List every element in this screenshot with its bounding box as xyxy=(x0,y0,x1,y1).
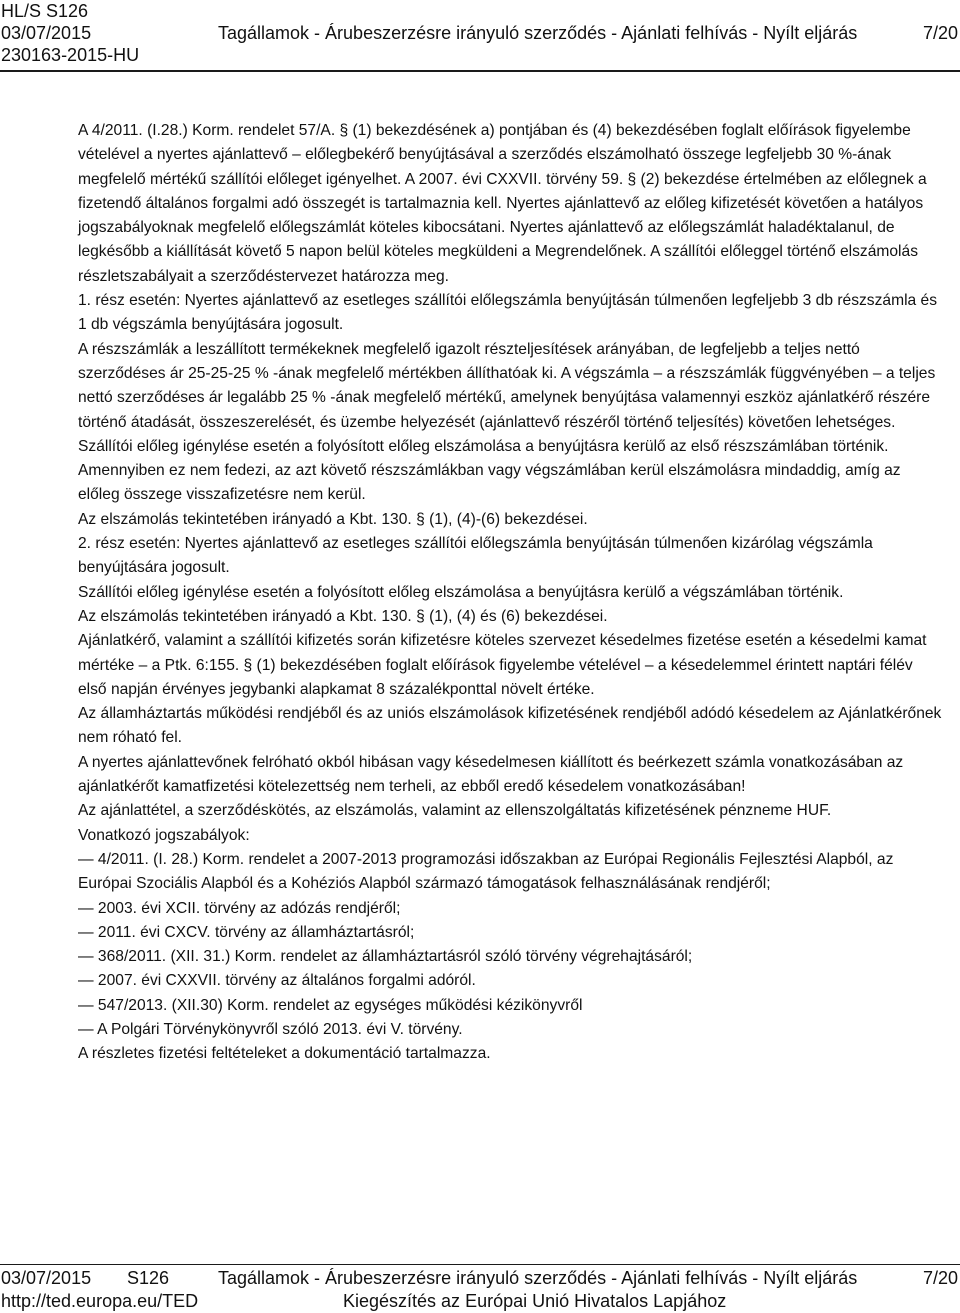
footer-page-number: 7/20 xyxy=(922,1268,958,1288)
header-page-number: 7/20 xyxy=(922,23,958,43)
page-footer xyxy=(0,1264,960,1311)
paragraph-currency: Az ajánlattétel, a szerződéskötés, az elszámolás, valamint az ellenszolgáltatás kifizetésének pénzneme HUF. xyxy=(78,802,832,820)
header-left-block xyxy=(1,0,139,66)
paragraph-late-interest: Ajánlatkérő, valamint a szállítói kifizetés során kifizetésre köteles szervezet késedelmes fizetése esetén a késedelmi kamat mértéke – a Ptk. 6:155. § (1) bekezdésében foglalt előírások figyelembe vételével – a késedelemmel érintett naptári félév első napján érvényes jegybanki alapkamat 8 százalékponttal növelt értéke. xyxy=(78,632,927,698)
paragraph-state-delay: Az államháztartás működési rendjéből és az uniós elszámolások kifizetésének rendjéből adódó késedelem az Ajánlatkérőnek nem róható fel. xyxy=(78,705,942,747)
paragraph-lot2-settlement-rule: Az elszámolás tekintetében irányadó a Kbt. 130. § (1), (4) és (6) bekezdései. xyxy=(78,607,608,625)
header-doc-code: HL/S S126 xyxy=(1,1,89,21)
paragraph-lot1-invoicing: 1. rész esetén: Nyertes ajánlattevő az esetleges szállítói előlegszámla benyújtásán túlmenően legfeljebb 3 db részszámla és 1 db végszámla benyújtására jogosult. xyxy=(78,292,938,334)
legislation-item: — 368/2011. (XII. 31.) Korm. rendelet az államháztartásról szóló törvény végrehajtásáról; xyxy=(78,948,693,966)
paragraph-closing: A részletes fizetési feltételeket a dokumentáció tartalmazza. xyxy=(78,1045,491,1063)
legislation-item: — 2003. évi XCII. törvény az adózás rendjéről; xyxy=(78,899,401,917)
legislation-heading: Vonatkozó jogszabályok: xyxy=(78,826,250,844)
paragraph-advance-payment: A 4/2011. (I.28.) Korm. rendelet 57/A. § (1) bekezdésének a) pontjában és (4) bekezdésében foglalt előírások figyelembe vételével a nyertes ajánlattevő – előlegbekérő benyújtásával a szerződés elszámolható összege legfeljebb 30 %-ának megfelelő mértékű szállítói előleget igényelhet. A 2007. évi CXXVII. törvény 59. § (2) bekezdése értelmében az előlegnek a fizetendő általános forgalmi adó összegét is tartalmaznia kell. Nyertes ajánlattevő az előleg kifizetését követően a hatályos jogszabályoknak megfelelő előlegszámlát köteles kibocsátani. Nyertes ajánlattevő az előlegszámlát haladéktalanul, de legkésőbb a kiállítását követő 5 napon belül köteles megküldeni a Megrendelőnek. A szállítói előleggel történő elszámolás részletszabályait a szerződéstervezet határozza meg. xyxy=(78,122,927,285)
legislation-item: — 547/2013. (XII.30) Korm. rendelet az egységes működési kézikönyvről xyxy=(78,996,583,1014)
footer-divider xyxy=(0,1264,960,1265)
paragraph-lot2-invoicing: 2. rész esetén: Nyertes ajánlattevő az esetleges szállítói előlegszámla benyújtásán túlmenően kizárólag végszámla benyújtására jogosult. xyxy=(78,535,873,577)
footer-url: http://ted.europa.eu/TED xyxy=(1,1291,199,1311)
footer-series: S126 xyxy=(127,1268,170,1288)
paragraph-lot2-advance: Szállítói előleg igénylése esetén a folyósított előleg elszámolása a benyújtásra kerülő a végszámlában történik. xyxy=(78,583,844,601)
document-body xyxy=(78,119,944,1067)
legislation-item: — 2007. évi CXXVII. törvény az általános forgalmi adóról. xyxy=(78,972,476,990)
footer-title: Tagállamok - Árubeszerzésre irányuló szerződés - Ajánlati felhívás - Nyílt eljárás xyxy=(218,1268,858,1288)
legislation-item: — A Polgári Törvénykönyvről szóló 2013. évi V. törvény. xyxy=(78,1020,463,1038)
paragraph-partial-invoices: A részszámlák a leszállított termékeknek megfelelő igazolt részteljesítések arányában, de legfeljebb a teljes nettó szerződéses ár 25-25-25 % -ának megfelelő mértékben állíthatóak ki. A végszámla – a részszámlák függvényében – a teljes nettó szerződéses ár legalább 25 % -ának megfelelő mértékű, amelynek benyújtása valamennyi eszköz ajánlatkérő részére történő átadását, összeszerelését, és üzembe helyezését (ajánlattevő részéről történő teljesítés) követően lehetséges. Szállítói előleg igénylése esetén a folyósított előleg elszámolása a benyújtásra kerülő az első részszámlában történik. Amennyiben ez nem fedezi, az azt követő részszámlákban vagy végszámlában kerül elszámolásra mindaddig, amíg az előleg összege visszafizetésre nem kerül. xyxy=(78,340,936,504)
footer-date: 03/07/2015 xyxy=(1,1268,92,1288)
paragraph-lot1-settlement-rule: Az elszámolás tekintetében irányadó a Kbt. 130. § (1), (4)-(6) bekezdései. xyxy=(78,510,588,528)
legislation-item: — 2011. évi CXCV. törvény az államháztartásról; xyxy=(78,923,415,941)
header-date: 03/07/2015 xyxy=(1,23,92,43)
paragraph-faulty-invoice: A nyertes ajánlattevőnek felróható okból hibásan vagy késedelmesen kiállított és beérkezett számla vonatkozásában az ajánlatkérőt kamatfizetési kötelezettség nem terheli, az ebből eredő késedelem vonatkozásában! xyxy=(78,753,904,796)
page-header xyxy=(0,0,960,72)
header-notice-id: 230163-2015-HU xyxy=(1,45,140,65)
legislation-item: — 4/2011. (I. 28.) Korm. rendelet a 2007-2013 programozási időszakban az Európai Regionális Fejlesztési Alapból, az Európai Szociális Alapból és a Kohéziós Alapból származó támogatások felhasználásának rendjéről; xyxy=(78,850,894,893)
header-divider xyxy=(0,70,960,72)
header-title: Tagállamok - Árubeszerzésre irányuló szerződés - Ajánlati felhívás - Nyílt eljárás xyxy=(218,23,858,43)
footer-publisher: Kiegészítés az Európai Unió Hivatalos Lapjához xyxy=(343,1291,727,1311)
